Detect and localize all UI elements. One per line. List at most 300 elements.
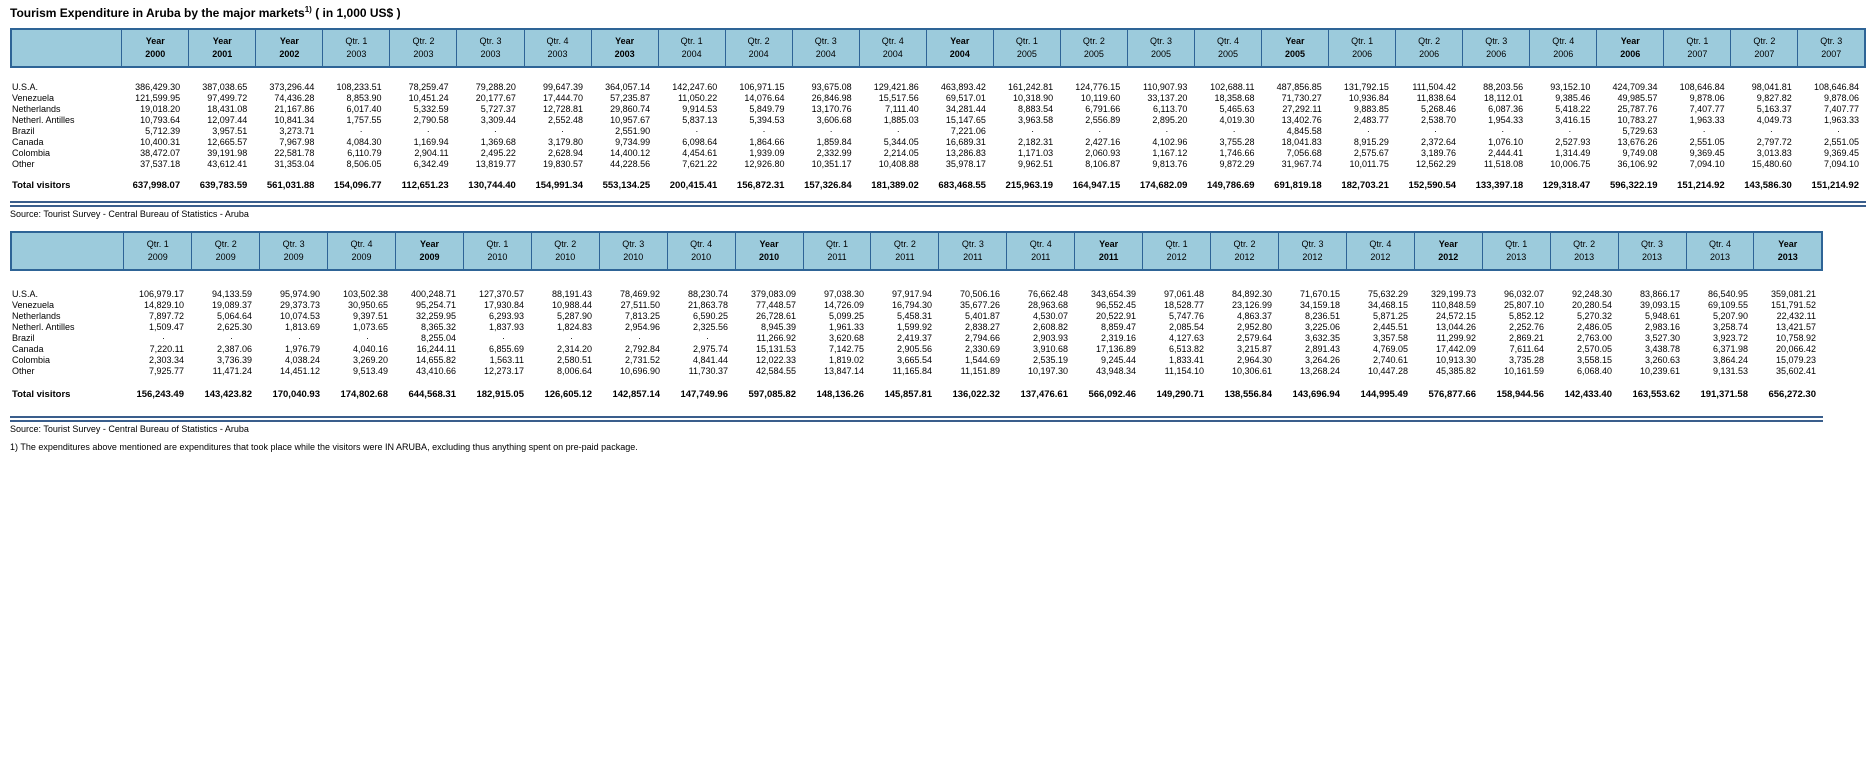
value-cell: 1,961.33 [828,321,864,332]
column-header [1143,232,1211,270]
value-cell: 8,859.47 [1100,321,1136,332]
value-cell: 10,239.61 [1639,365,1680,376]
value-cell: 96,032.07 [1503,288,1544,299]
value-cell: 1,544.69 [964,354,1000,365]
value-cell: 86,540.95 [1707,288,1748,299]
header-corner-cell [11,29,122,67]
value-cell: 37,537.18 [140,158,181,169]
column-header [667,232,735,270]
value-cell: 108,646.84 [1679,81,1725,92]
value-cell: 1,859.84 [816,136,852,147]
column-header [871,232,939,270]
spacer-row [10,376,1823,387]
value-cell: 13,268.24 [1299,365,1340,376]
column-period-label: Qtr. 4 [1552,36,1575,46]
value-cell: 6,342.49 [413,158,449,169]
value-cell: 1,885.03 [883,114,919,125]
column-header [803,232,871,270]
value-cell: 43,410.66 [415,365,456,376]
row-label: Netherlands [12,103,61,114]
value-cell: 1,963.33 [1689,114,1725,125]
suppressed-value-cell: · [762,125,766,136]
value-cell: 10,841.34 [274,114,315,125]
value-cell: 7,094.10 [1689,158,1725,169]
value-cell: 5,268.46 [1420,103,1457,114]
row-label: Other [12,158,35,169]
value-cell: 4,040.16 [352,343,388,354]
value-cell: 34,281.44 [945,103,986,114]
value-cell: 163,553.62 [1632,389,1680,400]
value-cell: 10,011.75 [1349,158,1389,169]
column-period-label: Qtr. 1 [1505,239,1528,249]
suppressed-value-cell: · [493,125,497,136]
value-cell: 387,038.65 [202,81,248,92]
value-cell: 27,292.11 [1282,103,1322,114]
value-cell: 95,974.90 [279,288,320,299]
value-cell: 3,264.26 [1304,354,1340,365]
value-cell: 5,712.39 [145,125,181,136]
column-period-label: Qtr. 1 [680,36,703,46]
value-cell: 6,513.82 [1168,343,1204,354]
value-cell: 15,079.23 [1775,354,1816,365]
value-cell: 200,415.41 [669,180,718,191]
value-cell: 2,551.90 [615,125,651,136]
column-period-label: Qtr. 4 [350,239,373,249]
value-cell: 103,502.38 [342,288,388,299]
value-cell: 154,991.34 [535,180,583,191]
value-cell: 2,903.93 [1032,332,1068,343]
value-cell: 43,948.34 [1095,365,1136,376]
title-units: ( in 1,000 US$ ) [311,6,401,20]
column-year-label: 2006 [1486,49,1507,59]
value-cell: 1,167.12 [1152,147,1188,158]
value-cell: 88,191.43 [551,288,592,299]
value-cell: 2,790.58 [413,114,449,125]
column-year-label: 2010 [623,252,644,262]
value-cell: 69,517.01 [945,92,986,103]
value-cell: 7,056.68 [1286,147,1322,158]
column-year-label: 2001 [212,49,233,59]
value-cell: 597,085.82 [748,389,796,400]
column-period-label: Qtr. 3 [961,239,984,249]
value-cell: 10,318.90 [1013,92,1054,103]
value-cell: 364,057.14 [605,81,651,92]
value-cell: 95,254.71 [415,299,456,310]
value-cell: 553,134.25 [602,180,651,191]
column-header [993,29,1060,67]
value-cell: 639,783.59 [199,180,248,191]
value-cell: 78,469.92 [619,288,660,299]
data-row [10,332,1823,343]
column-period-label: Qtr. 2 [893,239,916,249]
value-cell: 6,791.66 [1085,103,1121,114]
value-cell: 22,581.78 [274,147,315,158]
column-year-label: 2003 [413,49,434,59]
value-cell: 2,182.31 [1018,136,1054,147]
column-period-label: Year [1438,239,1458,249]
value-cell: 19,089.37 [211,299,252,310]
value-cell: 4,863.37 [1236,310,1272,321]
value-cell: 22,432.11 [1776,310,1816,321]
column-period-label: Qtr. 2 [214,239,237,249]
value-cell: 3,215.87 [1236,343,1272,354]
value-cell: 5,458.31 [896,310,932,321]
column-year-label: 2006 [1620,49,1641,59]
value-cell: 9,734.99 [615,136,651,147]
column-period-label: Year [212,36,232,46]
value-cell: 23,126.99 [1231,299,1272,310]
value-cell: 9,872.29 [1219,158,1255,169]
spacer-row [10,169,1866,178]
column-period-label: Qtr. 1 [1686,36,1709,46]
column-header [1007,232,1075,270]
column-period-label: Qtr. 3 [1641,239,1664,249]
value-cell: 1,939.09 [749,147,785,158]
value-cell: 18,112.01 [1483,92,1524,103]
value-cell: 93,152.10 [1550,81,1591,92]
spacer-cell [10,169,1866,178]
value-cell: 11,730.37 [688,365,728,376]
value-cell: 2,905.56 [896,343,932,354]
value-cell: 1,837.93 [488,321,524,332]
column-year-label: 2007 [1687,49,1708,59]
column-year-label: 2003 [480,49,501,59]
column-year-label: 2004 [949,49,970,59]
value-cell: 2,952.80 [1236,321,1272,332]
value-cell: 7,621.22 [682,158,718,169]
value-cell: 2,556.89 [1085,114,1121,125]
value-cell: 182,915.05 [476,389,524,400]
column-year-label: 2010 [759,252,780,262]
suppressed-value-cell: · [695,125,699,136]
value-cell: 131,792.15 [1343,81,1389,92]
value-cell: 12,273.17 [483,365,524,376]
page-title [10,5,401,20]
value-cell: 3,755.28 [1219,136,1255,147]
suppressed-value-cell: · [1568,125,1572,136]
column-period-label: Qtr. 1 [486,239,509,249]
column-period-label: Qtr. 4 [881,36,904,46]
value-cell: 71,670.15 [1299,288,1340,299]
row-label: Colombia [12,354,51,365]
column-header [323,29,390,67]
value-cell: 2,085.54 [1168,321,1204,332]
value-cell: 10,408.88 [878,158,919,169]
source-note: Source: Tourist Survey - Central Bureau of Statistics - Aruba [10,209,249,219]
value-cell: 2,538.70 [1420,114,1457,125]
value-cell: 2,527.93 [1555,136,1591,147]
value-cell: 94,133.59 [211,288,252,299]
value-cell: 15,131.53 [755,343,796,354]
value-cell: 121,599.95 [135,92,181,103]
value-cell: 1,599.92 [896,321,932,332]
value-cell: 3,910.68 [1032,343,1068,354]
value-cell: 12,728.81 [542,103,583,114]
value-cell: 12,097.44 [207,114,248,125]
header-corner-cell [11,232,124,270]
value-cell: 6,113.70 [1153,103,1188,114]
column-header [328,232,396,270]
column-year-label: 2000 [145,49,166,59]
value-cell: 2,330.69 [964,343,1000,354]
value-cell: 4,038.24 [284,354,320,365]
column-header [1346,232,1414,270]
value-cell: 7,111.40 [885,103,919,114]
value-cell: 9,813.76 [1152,158,1188,169]
column-header [390,29,457,67]
value-cell: 2,419.37 [896,332,932,343]
column-header [457,29,524,67]
value-cell: 124,776.15 [1075,81,1121,92]
value-cell: 16,244.11 [416,343,456,354]
column-header [1664,29,1731,67]
data-row [10,321,1823,332]
value-cell: 3,620.68 [828,332,864,343]
value-cell: 7,611.64 [1509,343,1544,354]
value-cell: 6,017.40 [346,103,382,114]
data-row [10,92,1866,103]
column-header [1618,232,1686,270]
suppressed-value-cell: · [298,332,301,343]
suppressed-value-cell: · [366,332,369,343]
value-cell: 38,472.07 [140,147,181,158]
column-period-label: Year [950,36,970,46]
value-cell: 21,863.78 [687,299,728,310]
suppressed-value-cell: · [1098,125,1102,136]
value-cell: 10,913.30 [1435,354,1476,365]
value-cell: 3,632.35 [1304,332,1340,343]
value-cell: 10,793.64 [140,114,181,125]
column-period-label: Qtr. 1 [345,36,368,46]
value-cell: 3,309.44 [480,114,516,125]
value-cell: 12,926.80 [744,158,785,169]
suppressed-value-cell: · [570,332,573,343]
value-cell: 10,006.75 [1550,158,1591,169]
value-cell: 36,106.92 [1617,158,1658,169]
suppressed-value-cell: · [1769,125,1773,136]
value-cell: 2,964.30 [1236,354,1272,365]
value-cell: 3,736.39 [216,354,252,365]
suppressed-value-cell: · [230,332,233,343]
row-label: Brazil [12,332,35,343]
column-period-label: Qtr. 2 [554,239,577,249]
column-period-label: Year [1620,36,1640,46]
value-cell: 149,290.71 [1156,389,1204,400]
value-cell: 4,845.58 [1286,125,1322,136]
value-cell: 5,332.59 [413,103,449,114]
value-cell: 400,248.71 [410,288,456,299]
value-cell: 149,786.69 [1207,180,1255,191]
value-cell: 6,068.40 [1576,365,1612,376]
column-header [1731,29,1798,67]
value-cell: 35,602.41 [1775,365,1816,376]
column-header [1686,232,1754,270]
column-period-label: Qtr. 3 [1485,36,1508,46]
column-period-label: Qtr. 3 [1301,239,1324,249]
value-cell: 16,689.31 [945,136,986,147]
value-cell: 7,221.06 [950,125,986,136]
value-cell: 5,287.90 [556,310,592,321]
value-cell: 78,259.47 [408,81,449,92]
value-cell: 379,083.09 [750,288,796,299]
value-cell: 31,353.04 [274,158,315,169]
column-year-label: 2011 [827,252,847,262]
value-cell: 215,963.19 [1005,180,1054,191]
value-cell: 4,084.30 [346,136,382,147]
value-cell: 12,665.57 [207,136,248,147]
column-period-label: Qtr. 2 [412,36,435,46]
value-cell: 133,397.18 [1475,180,1524,191]
column-year-label: 2012 [1302,252,1323,262]
value-cell: 3,735.28 [1508,354,1544,365]
row-label: Colombia [12,147,51,158]
value-cell: 17,442.09 [1435,343,1476,354]
column-period-label: Qtr. 4 [546,36,569,46]
value-cell: 35,677.26 [959,299,1000,310]
value-cell: 70,506.16 [959,288,1000,299]
value-cell: 19,830.57 [542,158,583,169]
value-cell: 10,161.59 [1503,365,1544,376]
column-year-label: 2013 [1777,252,1798,262]
value-cell: 14,451.12 [279,365,320,376]
value-cell: 1,819.02 [828,354,864,365]
value-cell: 1,746.66 [1219,147,1255,158]
value-cell: 18,041.83 [1281,136,1322,147]
column-year-label: 2007 [1821,49,1842,59]
value-cell: 9,369.45 [1823,147,1859,158]
value-cell: 6,098.64 [682,136,718,147]
value-cell: 2,332.99 [816,147,852,158]
value-cell: 9,369.45 [1689,147,1725,158]
data-row [10,114,1866,125]
value-cell: 27,511.50 [620,299,660,310]
column-year-label: 2013 [1709,252,1730,262]
column-period-label: Year [759,239,779,249]
value-cell: 9,878.06 [1689,92,1725,103]
column-header [1754,232,1822,270]
value-cell: 126,605.12 [544,389,592,400]
suppressed-value-cell: · [1232,125,1236,136]
column-header [1127,29,1194,67]
value-cell: 2,608.82 [1032,321,1068,332]
value-cell: 11,518.08 [1483,158,1524,169]
value-cell: 154,096.77 [334,180,382,191]
data-row [10,354,1823,365]
value-cell: 2,625.30 [216,321,252,332]
column-header [189,29,256,67]
value-cell: 5,852.12 [1508,310,1544,321]
value-cell: 14,400.12 [610,147,651,158]
title-text: Tourism Expenditure in Aruba by the major markets [10,6,305,20]
column-period-label: Qtr. 3 [1820,36,1843,46]
column-year-label: 2010 [555,252,576,262]
column-year-label: 2009 [351,252,372,262]
value-cell: 29,860.74 [610,103,651,114]
value-cell: 11,151.89 [960,365,1000,376]
value-cell: 5,747.76 [1168,310,1204,321]
value-cell: 110,848.59 [1431,299,1476,310]
double-rule-divider [10,416,1823,422]
column-period-label: Qtr. 4 [1369,239,1392,249]
row-label: Total visitors [12,180,71,191]
value-cell: 13,676.26 [1617,136,1658,147]
value-cell: 9,878.06 [1823,92,1859,103]
column-header [531,232,599,270]
column-header [463,232,531,270]
column-year-label: 2013 [1506,252,1527,262]
value-cell: 7,925.77 [148,365,184,376]
value-cell: 2,372.64 [1420,136,1457,147]
value-cell: 35,978.17 [945,158,986,169]
column-year-label: 2003 [547,49,568,59]
column-period-label: Qtr. 2 [1418,36,1441,46]
value-cell: 2,740.61 [1372,354,1408,365]
value-cell: 2,954.96 [624,321,660,332]
double-rule-divider [10,201,1866,207]
column-year-label: 2007 [1754,49,1775,59]
value-cell: 108,233.51 [336,81,382,92]
value-cell: 129,421.86 [873,81,919,92]
value-cell: 5,401.87 [964,310,1000,321]
value-cell: 44,228.56 [610,158,651,169]
value-cell: 5,837.13 [682,114,718,125]
value-cell: 142,433.40 [1564,389,1612,400]
value-cell: 97,499.72 [207,92,248,103]
value-cell: 30,950.65 [347,299,388,310]
value-cell: 2,252.76 [1508,321,1544,332]
value-cell: 25,787.76 [1617,103,1658,114]
column-year-label: 2006 [1553,49,1574,59]
column-header [1329,29,1396,67]
value-cell: 97,038.30 [823,288,864,299]
value-cell: 1,171.03 [1018,147,1054,158]
value-cell: 2,983.16 [1644,321,1680,332]
value-cell: 2,214.05 [883,147,919,158]
value-cell: 13,421.57 [1775,321,1816,332]
data-row [10,147,1866,158]
value-cell: 2,580.51 [556,354,592,365]
value-cell: 5,729.63 [1622,125,1658,136]
value-cell: 76,662.48 [1027,288,1068,299]
value-cell: 2,891.43 [1304,343,1340,354]
column-header [260,232,328,270]
column-period-label: Qtr. 3 [479,36,502,46]
value-cell: 18,431.08 [207,103,248,114]
column-period-label: Year [419,239,439,249]
value-cell: 644,568.31 [408,389,456,400]
column-period-label: Qtr. 3 [622,239,645,249]
value-cell: 683,468.55 [938,180,986,191]
suppressed-value-cell: · [1501,125,1505,136]
value-cell: 2,483.77 [1353,114,1389,125]
value-cell: 2,486.05 [1576,321,1612,332]
value-cell: 424,709.34 [1612,81,1658,92]
value-cell: 2,551.05 [1689,136,1725,147]
value-cell: 9,245.44 [1100,354,1136,365]
data-row [10,125,1866,136]
column-period-label: Qtr. 1 [1165,239,1188,249]
value-cell: 161,242.81 [1008,81,1054,92]
column-year-label: 2004 [748,49,769,59]
column-header [1597,29,1664,67]
value-cell: 151,214.92 [1811,180,1859,191]
value-cell: 4,841.44 [692,354,728,365]
column-period-label: Qtr. 1 [146,239,169,249]
column-header [1414,232,1482,270]
value-cell: 1,509.47 [148,321,184,332]
row-label: Venezuela [12,299,55,310]
value-cell: 20,177.67 [475,92,516,103]
